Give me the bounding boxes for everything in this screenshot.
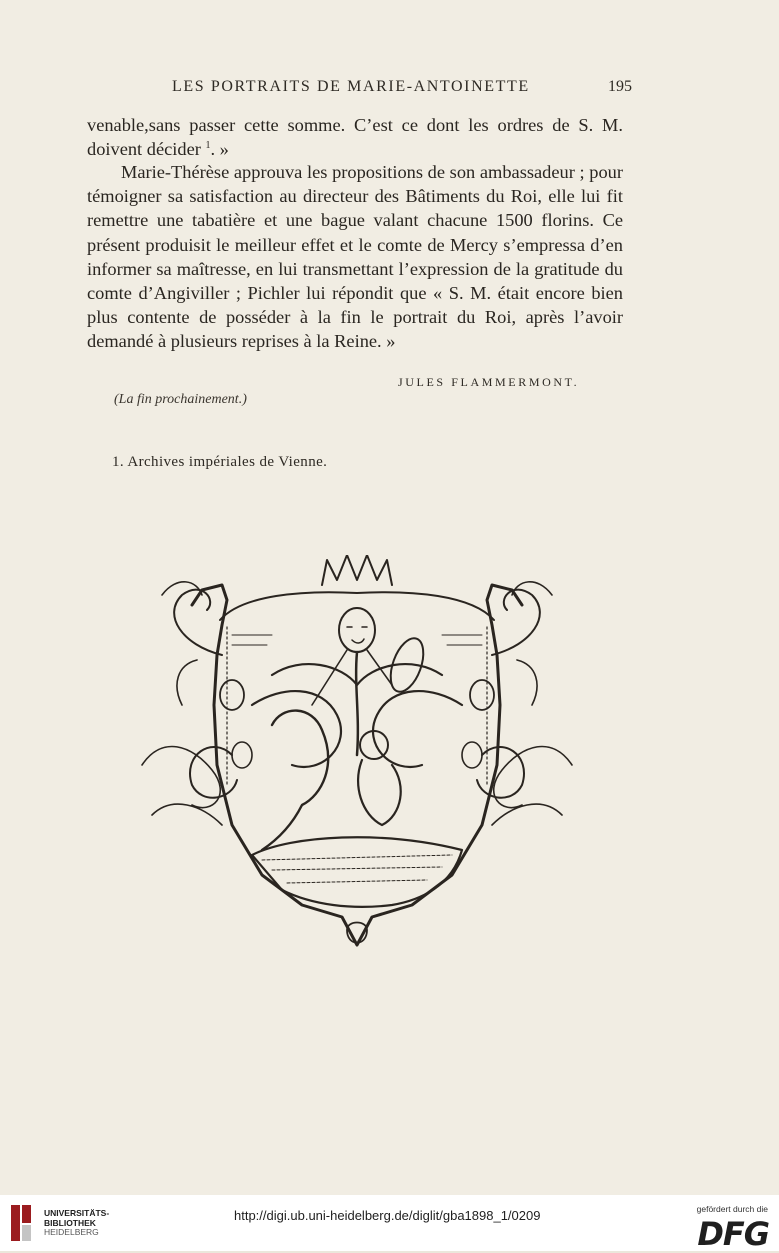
footnote-reference[interactable]: 1	[205, 140, 211, 152]
paragraph-1-end: . »	[210, 139, 229, 160]
permalink-url[interactable]: http://digi.ub.uni-heidelberg.de/diglit/gba1898_1/0209	[234, 1208, 541, 1223]
paragraph-main: Marie-Thérèse approuva les propositions de son ambassadeur ; pour témoigner sa satisfaction au directeur des Bâtiments du Roi, elle lui fit remettre une tabatière et une bague valant chacune 1500 florins. Ce présent produisit le meilleur effet et le comte de Mercy s’empressa d’en informer sa maîtresse, en lui transmettant l’expression de la gratitude du comte d’Angiviller ; Pichler lui répondit que « S. M. était encore bien plus contente de posséder à la fin le portrait du Roi, après l’avoir demandé à plusieurs reprises à la Reine. »	[87, 162, 623, 352]
library-name-line-3: HEIDELBERG	[44, 1227, 99, 1237]
library-name-line-1: UNIVERSITÄTS-	[44, 1208, 110, 1218]
author-signature: JULES FLAMMERMONT.	[398, 375, 580, 389]
header-title: LES PORTRAITS DE MARIE-ANTOINETTE	[172, 78, 530, 95]
library-name	[44, 1209, 109, 1238]
viewer-footer-bar	[0, 1195, 779, 1251]
library-name-line-2: BIBLIOTHEK	[44, 1217, 96, 1228]
continued-note: (La fin prochainement.)	[114, 392, 247, 407]
paragraph-1-text: venable,sans passer cette somme. C’est ce dont les ordres de S. M. doivent décider	[87, 115, 623, 160]
funding-caption: gefördert durch die	[696, 1204, 768, 1214]
heidelberg-library-logo[interactable]	[8, 1203, 34, 1243]
running-header	[172, 78, 632, 96]
paragraph-continuation	[87, 113, 623, 161]
footnote: 1. Archives impériales de Vienne.	[112, 454, 328, 470]
page-number: 195	[608, 78, 632, 95]
ornamental-vignette-illustration	[122, 555, 592, 975]
dfg-logo[interactable]: DFG	[697, 1215, 769, 1253]
